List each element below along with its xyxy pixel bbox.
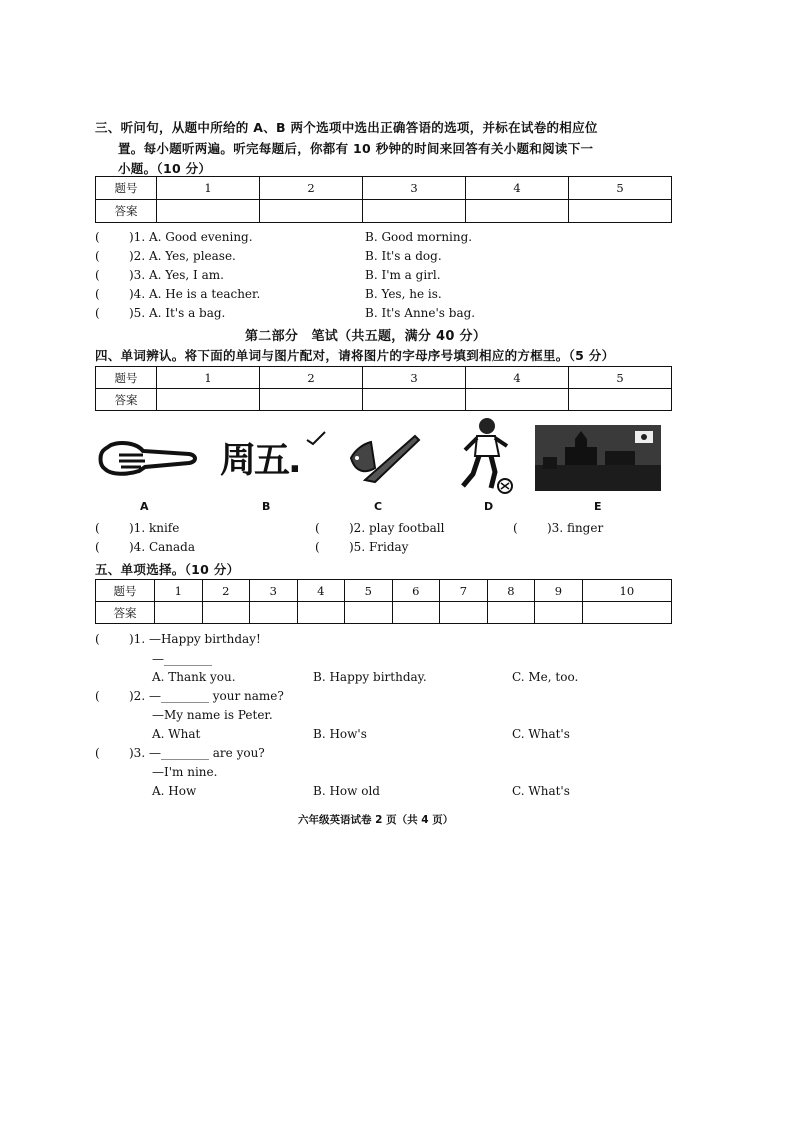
answer-cell[interactable] xyxy=(535,602,583,624)
option-b: B. I'm a girl. xyxy=(365,268,441,282)
table-number: 8 xyxy=(487,580,535,602)
option-b: B. It's a dog. xyxy=(365,249,442,263)
table-number: 2 xyxy=(260,177,363,200)
answer-cell[interactable] xyxy=(440,602,488,624)
table-number: 3 xyxy=(363,367,466,389)
answer-cell[interactable] xyxy=(582,602,671,624)
option-c: C. Me, too. xyxy=(512,670,579,684)
section4-title: 四、单词辨认。将下面的单词与图片配对，请将图片的字母序号填到相应的方框里。（5 分） xyxy=(95,348,615,363)
option-a: A. How xyxy=(152,784,197,798)
list-item: ( )5. Friday xyxy=(315,540,409,554)
picture-label-c: C xyxy=(374,500,383,513)
answer-cell[interactable] xyxy=(569,200,672,223)
table-answer-label: 答案 xyxy=(96,602,155,624)
question-stem: ( )3. —________ are you? xyxy=(95,746,265,760)
table-head-label: 题号 xyxy=(96,367,157,389)
option-b: B. Good morning. xyxy=(365,230,473,244)
option-b: B. Yes, he is. xyxy=(365,287,442,301)
answer-cell[interactable] xyxy=(250,602,298,624)
table-head-label: 题号 xyxy=(96,177,157,200)
table-number: 5 xyxy=(345,580,393,602)
table-number: 4 xyxy=(466,367,569,389)
answer-cell[interactable] xyxy=(466,200,569,223)
answer-cell[interactable] xyxy=(297,602,345,624)
table-number: 3 xyxy=(250,580,298,602)
answer-cell[interactable] xyxy=(569,389,672,411)
section5-title: 五、单项选择。（10 分） xyxy=(95,562,240,577)
friday-picture: 周五. xyxy=(220,440,300,481)
page-footer: 六年级英语试卷 2 页（共 4 页） xyxy=(298,814,454,826)
finger-picture xyxy=(97,433,202,483)
section3-title-line2: 置。每小题听两遍。听完每题后，你都有 10 秒钟的时间来回答有关小题和阅读下一 xyxy=(118,141,594,156)
answer-cell[interactable] xyxy=(363,200,466,223)
question-reply: —________ xyxy=(152,652,212,666)
section3-title-line1: 三、听问句，从题中所给的 A、B 两个选项中选出正确答语的选项，并标在试卷的相应位 xyxy=(95,120,598,135)
list-item: ( )4. Canada xyxy=(95,540,195,554)
check-mark-icon xyxy=(305,430,327,446)
canada-picture xyxy=(535,425,661,491)
picture-label-b: B xyxy=(262,500,271,513)
answer-cell[interactable] xyxy=(487,602,535,624)
option-c: C. What's xyxy=(512,727,570,741)
answer-cell[interactable] xyxy=(155,602,203,624)
picture-label-d: D xyxy=(484,500,494,513)
list-item: ( )5. A. It's a bag. xyxy=(95,306,226,320)
answer-cell[interactable] xyxy=(157,200,260,223)
table-number: 4 xyxy=(297,580,345,602)
table-number: 9 xyxy=(535,580,583,602)
option-a: A. What xyxy=(152,727,201,741)
question-stem: ( )2. —________ your name? xyxy=(95,689,284,703)
list-item: ( )1. A. Good evening. xyxy=(95,230,253,244)
football-player-picture xyxy=(455,416,517,494)
list-item: ( )2. play football xyxy=(315,521,445,535)
table-number: 5 xyxy=(569,177,672,200)
section3-title-line3: 小题。（10 分） xyxy=(118,161,212,176)
answer-cell[interactable] xyxy=(345,602,393,624)
section4-answer-table xyxy=(95,366,672,411)
table-number: 1 xyxy=(157,367,260,389)
table-number: 2 xyxy=(260,367,363,389)
answer-cell[interactable] xyxy=(363,389,466,411)
option-c: C. What's xyxy=(512,784,570,798)
answer-cell[interactable] xyxy=(392,602,440,624)
table-number: 6 xyxy=(392,580,440,602)
list-item: ( )4. A. He is a teacher. xyxy=(95,287,261,301)
knife-picture xyxy=(345,430,425,490)
answer-cell[interactable] xyxy=(260,389,363,411)
part2-title: 第二部分 笔试（共五题，满分 40 分） xyxy=(245,329,487,344)
section3-answer-table xyxy=(95,176,672,223)
option-b: B. Happy birthday. xyxy=(313,670,427,684)
list-item: ( )3. A. Yes, I am. xyxy=(95,268,224,282)
table-head-label: 题号 xyxy=(96,580,155,602)
answer-cell[interactable] xyxy=(260,200,363,223)
question-stem: ( )1. —Happy birthday! xyxy=(95,632,261,646)
option-b: B. How's xyxy=(313,727,367,741)
table-number: 3 xyxy=(363,177,466,200)
option-a: A. Thank you. xyxy=(152,670,236,684)
table-number: 2 xyxy=(202,580,250,602)
table-answer-label: 答案 xyxy=(96,200,157,223)
picture-label-e: E xyxy=(594,500,602,513)
section5-answer-table xyxy=(95,579,672,624)
picture-label-a: A xyxy=(140,500,149,513)
list-item: ( )2. A. Yes, please. xyxy=(95,249,236,263)
question-reply: —My name is Peter. xyxy=(152,708,273,722)
answer-cell[interactable] xyxy=(202,602,250,624)
table-number: 10 xyxy=(582,580,671,602)
table-number: 5 xyxy=(569,367,672,389)
table-answer-label: 答案 xyxy=(96,389,157,411)
table-number: 1 xyxy=(155,580,203,602)
question-reply: —I'm nine. xyxy=(152,765,218,779)
list-item: ( )1. knife xyxy=(95,521,180,535)
table-number: 4 xyxy=(466,177,569,200)
option-b: B. How old xyxy=(313,784,380,798)
list-item: ( )3. finger xyxy=(513,521,604,535)
answer-cell[interactable] xyxy=(157,389,260,411)
option-b: B. It's Anne's bag. xyxy=(365,306,476,320)
table-number: 1 xyxy=(157,177,260,200)
answer-cell[interactable] xyxy=(466,389,569,411)
table-number: 7 xyxy=(440,580,488,602)
